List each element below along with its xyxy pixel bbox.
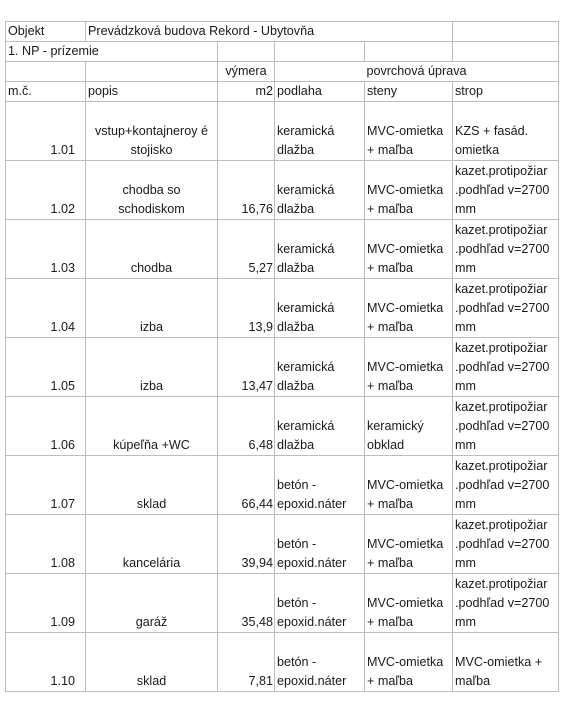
room-number: 1.08 xyxy=(6,515,86,574)
room-area: 66,44 xyxy=(218,456,275,515)
ceiling-finish: MVC-omietka + maľba xyxy=(453,633,559,692)
room-area: 16,76 xyxy=(218,161,275,220)
ceiling-finish: kazet.protipožiar .podhľad v=2700 mm xyxy=(453,279,559,338)
table-row xyxy=(6,161,559,220)
floor-finish: betón - epoxid.náter xyxy=(275,633,365,692)
table-row xyxy=(6,633,559,692)
table-row xyxy=(6,102,559,161)
header-row-2 xyxy=(6,82,559,102)
col-steny-header: steny xyxy=(365,82,453,102)
ceiling-finish: kazet.protipožiar .podhľad v=2700 mm xyxy=(453,456,559,515)
wall-finish: keramický obklad xyxy=(365,397,453,456)
room-description: chodba xyxy=(86,220,218,279)
col-popis-header: popis xyxy=(86,82,218,102)
room-number: 1.06 xyxy=(6,397,86,456)
room-number: 1.09 xyxy=(6,574,86,633)
room-number: 1.04 xyxy=(6,279,86,338)
ceiling-finish: kazet.protipožiar .podhľad v=2700 mm xyxy=(453,161,559,220)
objekt-label: Objekt xyxy=(6,22,86,42)
table-row xyxy=(6,338,559,397)
wall-finish: MVC-omietka + maľba xyxy=(365,338,453,397)
room-number: 1.03 xyxy=(6,220,86,279)
room-area: 35,48 xyxy=(218,574,275,633)
col-strop-header: strop xyxy=(453,82,559,102)
ceiling-finish: kazet.protipožiar .podhľad v=2700 mm xyxy=(453,338,559,397)
wall-finish: MVC-omietka + maľba xyxy=(365,574,453,633)
wall-finish: MVC-omietka + maľba xyxy=(365,515,453,574)
room-area: 13,47 xyxy=(218,338,275,397)
floor-finish: betón - epoxid.náter xyxy=(275,515,365,574)
floor-finish: keramická dlažba xyxy=(275,161,365,220)
wall-finish: MVC-omietka + maľba xyxy=(365,220,453,279)
room-number: 1.05 xyxy=(6,338,86,397)
table-row xyxy=(6,220,559,279)
room-area: 13,9 xyxy=(218,279,275,338)
room-description: izba xyxy=(86,279,218,338)
floor-finish: keramická dlažba xyxy=(275,102,365,161)
col-m2-header: m2 xyxy=(218,82,275,102)
room-area: 7,81 xyxy=(218,633,275,692)
objekt-name: Prevádzková budova Rekord - Ubytovňa xyxy=(86,22,453,42)
col-podlaha-header: podlaha xyxy=(275,82,365,102)
room-description: kancelária xyxy=(86,515,218,574)
wall-finish: MVC-omietka + maľba xyxy=(365,161,453,220)
ceiling-finish: kazet.protipožiar .podhľad v=2700 mm xyxy=(453,515,559,574)
room-area: 39,94 xyxy=(218,515,275,574)
vymera-header: výmera xyxy=(218,62,275,82)
ceiling-finish: KZS + fasád. omietka xyxy=(453,102,559,161)
room-area: 6,48 xyxy=(218,397,275,456)
room-finish-table xyxy=(5,21,559,692)
title-row xyxy=(6,22,559,42)
header-row-1 xyxy=(6,62,559,82)
floor-row xyxy=(6,42,559,62)
povrchova-uprava-header: povrchová úprava xyxy=(275,62,559,82)
table-row xyxy=(6,397,559,456)
room-description: sklad xyxy=(86,456,218,515)
ceiling-finish: kazet.protipožiar .podhľad v=2700 mm xyxy=(453,220,559,279)
floor-finish: keramická dlažba xyxy=(275,220,365,279)
room-description: garáž xyxy=(86,574,218,633)
room-number: 1.10 xyxy=(6,633,86,692)
table-row xyxy=(6,574,559,633)
room-description: vstup+kontajneroy é stojisko xyxy=(86,102,218,161)
ceiling-finish: kazet.protipožiar .podhľad v=2700 mm xyxy=(453,397,559,456)
wall-finish: MVC-omietka + maľba xyxy=(365,102,453,161)
floor-finish: keramická dlažba xyxy=(275,338,365,397)
floor-label: 1. NP - prízemie xyxy=(6,42,218,62)
floor-finish: keramická dlažba xyxy=(275,397,365,456)
floor-finish: keramická dlažba xyxy=(275,279,365,338)
room-number: 1.01 xyxy=(6,102,86,161)
ceiling-finish: kazet.protipožiar .podhľad v=2700 mm xyxy=(453,574,559,633)
room-area xyxy=(218,102,275,161)
floor-finish: betón - epoxid.náter xyxy=(275,456,365,515)
room-description: chodba so schodiskom xyxy=(86,161,218,220)
room-number: 1.07 xyxy=(6,456,86,515)
room-description: izba xyxy=(86,338,218,397)
wall-finish: MVC-omietka + maľba xyxy=(365,633,453,692)
floor-finish: betón - epoxid.náter xyxy=(275,574,365,633)
table-row xyxy=(6,279,559,338)
room-description: sklad xyxy=(86,633,218,692)
wall-finish: MVC-omietka + maľba xyxy=(365,279,453,338)
table-row xyxy=(6,456,559,515)
table-row xyxy=(6,515,559,574)
room-number: 1.02 xyxy=(6,161,86,220)
col-mc-header: m.č. xyxy=(6,82,86,102)
wall-finish: MVC-omietka + maľba xyxy=(365,456,453,515)
room-area: 5,27 xyxy=(218,220,275,279)
room-description: kúpeľňa +WC xyxy=(86,397,218,456)
